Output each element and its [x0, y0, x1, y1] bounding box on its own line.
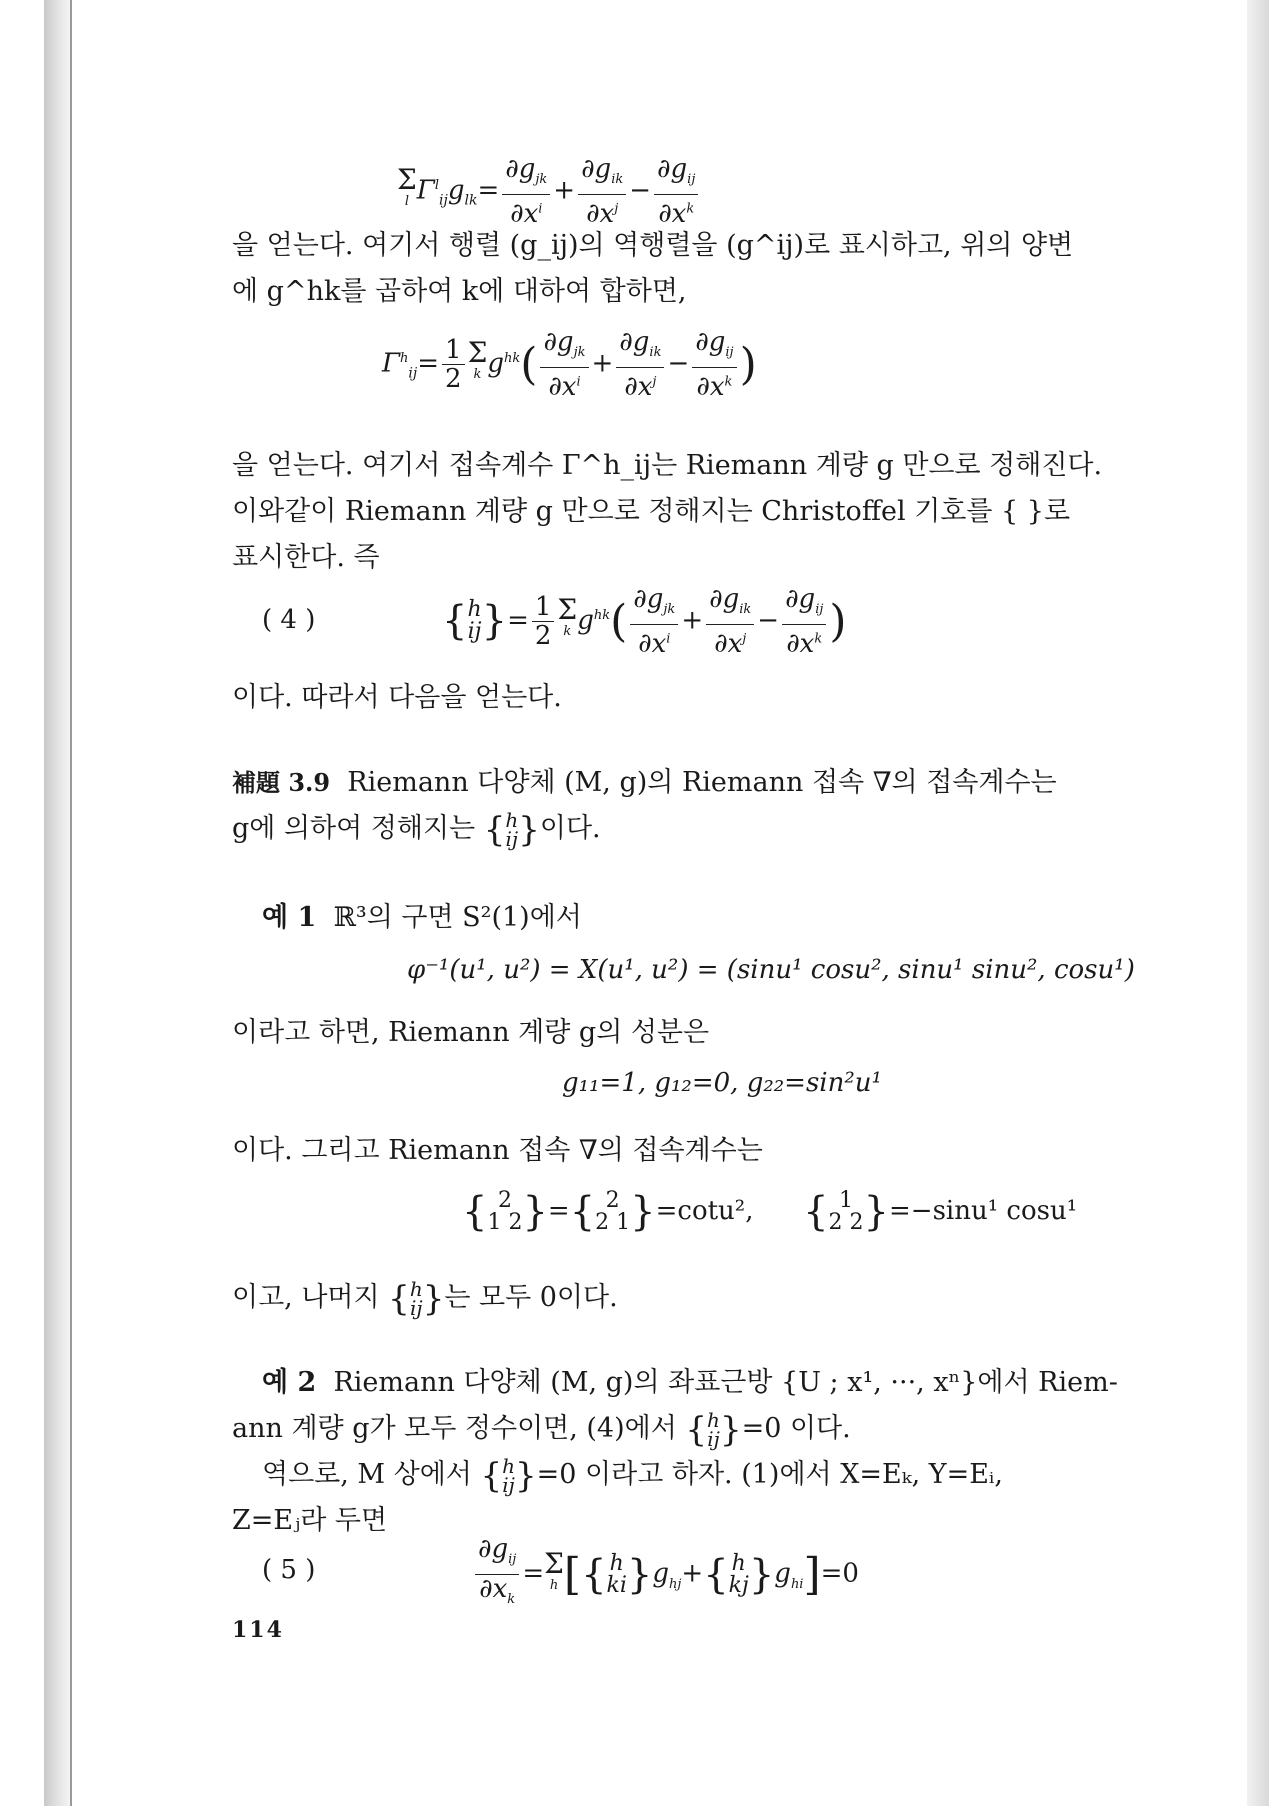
- equation-gamma-g: Σ l $\Gamma^l_{ij}g_{lk}=$ $\frac{\partial g_{jk}}{\partial x^i}$ + $\frac{\partial g_{ik}}{\partial x^j}$ − $\frac{\partial g_{ij}}{\partial x^k}$: [397, 155, 701, 228]
- page: [72, 0, 1247, 1806]
- example-1-label: 예 1: [262, 902, 317, 933]
- example-1-p3a: 이고, 나머지: [232, 1282, 380, 1313]
- example-2-line-2b: =0 이다.: [741, 1413, 851, 1444]
- paragraph-3: 이다. 따라서 다음을 얻는다.: [232, 682, 562, 713]
- lemma-3-9: 補題 3.9 Riemann 다양체 (M, g)의 Riemann 접속 ∇의 접속계수는 g에 의하여 정해지는 { h ij }이다.: [232, 767, 1057, 851]
- example-1-heading: [262, 895, 1222, 941]
- paragraph-2: [232, 443, 1192, 581]
- example-2: 예 2 Riemann 다양체 (M, g)의 좌표근방 {U ; x¹, ···, xⁿ}에서 Riem- ann 계량 g가 모두 정수이면, (4)에서 { h ij }=0 이다. 역으로, M 상에서 { h ij }=0 이라고 하자. (1)에서 X=Eₖ, Y=Eᵢ, Z=Eⱼ라 두면: [232, 1360, 1192, 1544]
- equation-5-number: ( 5 ): [262, 1555, 316, 1585]
- example-2-line-3b: =0 이라고 하자. (1)에서 X=Eₖ, Y=Eᵢ,: [536, 1459, 1003, 1490]
- example-1-metric: g₁₁=1, g₁₂=0, g₂₂=sin²u¹: [562, 1068, 882, 1098]
- lemma-line-1: Riemann 다양체 (M, g)의 Riemann 접속 ∇의 접속계수는: [347, 767, 1057, 798]
- sin-value: =−sinu¹ cosu¹: [889, 1196, 1078, 1226]
- example-1-paragraph-1: 이라고 하면, Riemann 계량 g의 성분은: [232, 1017, 710, 1048]
- lemma-label: 補題 3.9: [232, 768, 331, 797]
- paragraph-2-line-2: 이와같이 Riemann 계량 g 만으로 정해지는 Christoffel 기호를 { }로: [232, 496, 1071, 527]
- example-2-label: 예 2: [262, 1367, 317, 1398]
- equation-4: { h ij }= $\frac{1}{2}$ Σ k $g^{hk}$( $\frac{\partial g_{jk}}{\partial x^i}$ + $\frac{\partial g_{ik}}{\partial x^j}$ − $\frac{\partial g_{ij}}{\partial x^k}$ ): [442, 584, 847, 659]
- book-right-shadow: [1247, 0, 1269, 1806]
- example-1-p3b: 는 모두 0이다.: [444, 1282, 618, 1313]
- paragraph-2-line-3: 표시한다. 즉: [232, 542, 380, 573]
- example-2-line-4: Z=Eⱼ라 두면: [232, 1505, 388, 1536]
- paragraph-1: [232, 223, 1192, 315]
- cot-value: =cotu²,: [655, 1196, 754, 1226]
- example-1-christoffel: { 2 1 2 }={ 2 2 1 }=cotu², { 1 2 2 }=−sinu¹ cosu¹: [462, 1188, 1078, 1235]
- lemma-line-2b: 이다.: [539, 813, 601, 844]
- paragraph-1-line-2: 에 g^hk를 곱하여 k에 대하여 합하면,: [232, 276, 687, 307]
- example-1-equation: φ⁻¹(u¹, u²) = X(u¹, u²) = (sinu¹ cosu², sinu¹ sinu², cosu¹): [407, 955, 1135, 985]
- lemma-line-2a: g에 의하여 정해지는: [232, 813, 476, 844]
- example-1-line: ℝ³의 구면 S²(1)에서: [333, 902, 582, 933]
- example-1-paragraph-3: 이고, 나머지 { h ij }는 모두 0이다.: [232, 1276, 618, 1320]
- page-number: 114: [232, 1617, 284, 1643]
- paragraph-2-line-1: 을 얻는다. 여기서 접속계수 Γ^h_ij는 Riemann 계량 g 만으로 정해진다.: [232, 450, 1103, 481]
- example-2-line-3a: 역으로, M 상에서: [262, 1459, 472, 1490]
- example-2-line-2a: ann 계량 g가 모두 정수이면, (4)에서: [232, 1413, 677, 1444]
- example-2-line-1: Riemann 다양체 (M, g)의 좌표근방 {U ; x¹, ···, xⁿ}에서 Riem-: [333, 1367, 1118, 1398]
- example-1-paragraph-2: 이다. 그리고 Riemann 접속 ∇의 접속계수는: [232, 1135, 763, 1166]
- book-spine-edge: [44, 0, 70, 1806]
- equation-gamma-formula: $\Gamma^h_{ij}=$ $\frac{1}{2}$ Σ k $g^{hk}$( $\frac{\partial g_{jk}}{\partial x^i}$ + $\frac{\partial g_{ik}}{\partial x^j}$ − $\frac{\partial g_{ij}}{\partial x^k}$ ): [382, 327, 757, 402]
- paragraph-1-line-1: 을 얻는다. 여기서 행렬 (g_ij)의 역행렬을 (g^ij)로 표시하고, 위의 양변: [232, 230, 1074, 261]
- equation-4-number: ( 4 ): [262, 605, 316, 635]
- equation-5: $\frac{\partial g_{ij}}{\partial x_k}$ =Σ h [{ h ki }$g_{hj}+${ h kj }$g_{hi}]=0$: [472, 1535, 859, 1614]
